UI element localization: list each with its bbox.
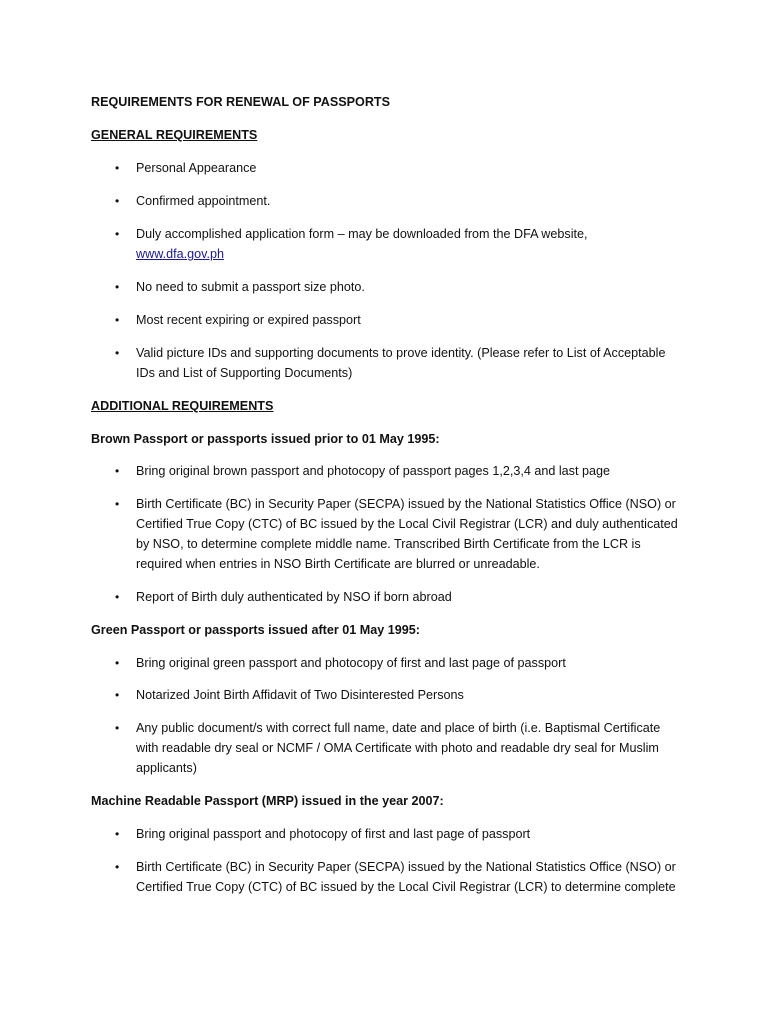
bullet-icon: • <box>115 721 120 735</box>
general-requirements-heading: GENERAL REQUIREMENTS <box>91 128 258 142</box>
document-title: REQUIREMENTS FOR RENEWAL OF PASSPORTS <box>91 95 391 109</box>
additional-requirements-heading: ADDITIONAL REQUIREMENTS <box>91 399 274 413</box>
list-item: Bring original green passport and photocopy of first and last page of passport <box>136 656 566 670</box>
green-passport-heading: Green Passport or passports issued after 01 May 1995: <box>91 623 420 637</box>
list-item: No need to submit a passport size photo. <box>136 280 365 294</box>
list-item: Duly accomplished application form – may be downloaded from the DFA website, www.dfa.gov.ph <box>136 227 588 261</box>
list-item: Birth Certificate (BC) in Security Paper (SECPA) issued by the National Statistics Office (NSO) or Certified True Copy (CTC) of BC issued by the Local Civil Registrar (LCR) and duly authenticated by NSO, to determine complete middle name. Transcribed Birth Certificate from the LCR is required when entries in NSO Birth Certificate are blurred or unreadable. <box>136 497 678 571</box>
bullet-icon: • <box>115 194 120 208</box>
list-item: Valid picture IDs and supporting documents to prove identity. (Please refer to List of Acceptable IDs and List of Supporting Documents) <box>136 346 666 380</box>
bullet-icon: • <box>115 313 120 327</box>
list-item: Report of Birth duly authenticated by NSO if born abroad <box>136 590 452 604</box>
mrp-passport-heading: Machine Readable Passport (MRP) issued in the year 2007: <box>91 794 444 808</box>
bullet-icon: • <box>115 590 120 604</box>
list-item: Birth Certificate (BC) in Security Paper (SECPA) issued by the National Statistics Office (NSO) or Certified True Copy (CTC) of BC issued by the Local Civil Registrar (LCR) to determine complete <box>136 860 676 894</box>
bullet-icon: • <box>115 860 120 874</box>
bullet-icon: • <box>115 280 120 294</box>
bullet-icon: • <box>115 346 120 360</box>
bullet-icon: • <box>115 656 120 670</box>
list-item: Most recent expiring or expired passport <box>136 313 361 327</box>
brown-passport-heading: Brown Passport or passports issued prior to 01 May 1995: <box>91 432 440 446</box>
bullet-icon: • <box>115 688 120 702</box>
bullet-icon: • <box>115 227 120 241</box>
list-item: Bring original brown passport and photocopy of passport pages 1,2,3,4 and last page <box>136 464 610 478</box>
bullet-icon: • <box>115 464 120 478</box>
bullet-icon: • <box>115 497 120 511</box>
list-item: Bring original passport and photocopy of first and last page of passport <box>136 827 531 841</box>
list-item: Notarized Joint Birth Affidavit of Two Disinterested Persons <box>136 688 464 702</box>
list-item: Personal Appearance <box>136 161 257 175</box>
list-item: Any public document/s with correct full name, date and place of birth (i.e. Baptismal Certificate with readable dry seal or NCMF / OMA Certificate with photo and readable dry seal for Muslim applicants) <box>136 721 661 775</box>
bullet-icon: • <box>115 161 120 175</box>
dfa-website-link[interactable]: www.dfa.gov.ph <box>136 247 224 261</box>
bullet-icon: • <box>115 827 120 841</box>
list-item: Confirmed appointment. <box>136 194 271 208</box>
